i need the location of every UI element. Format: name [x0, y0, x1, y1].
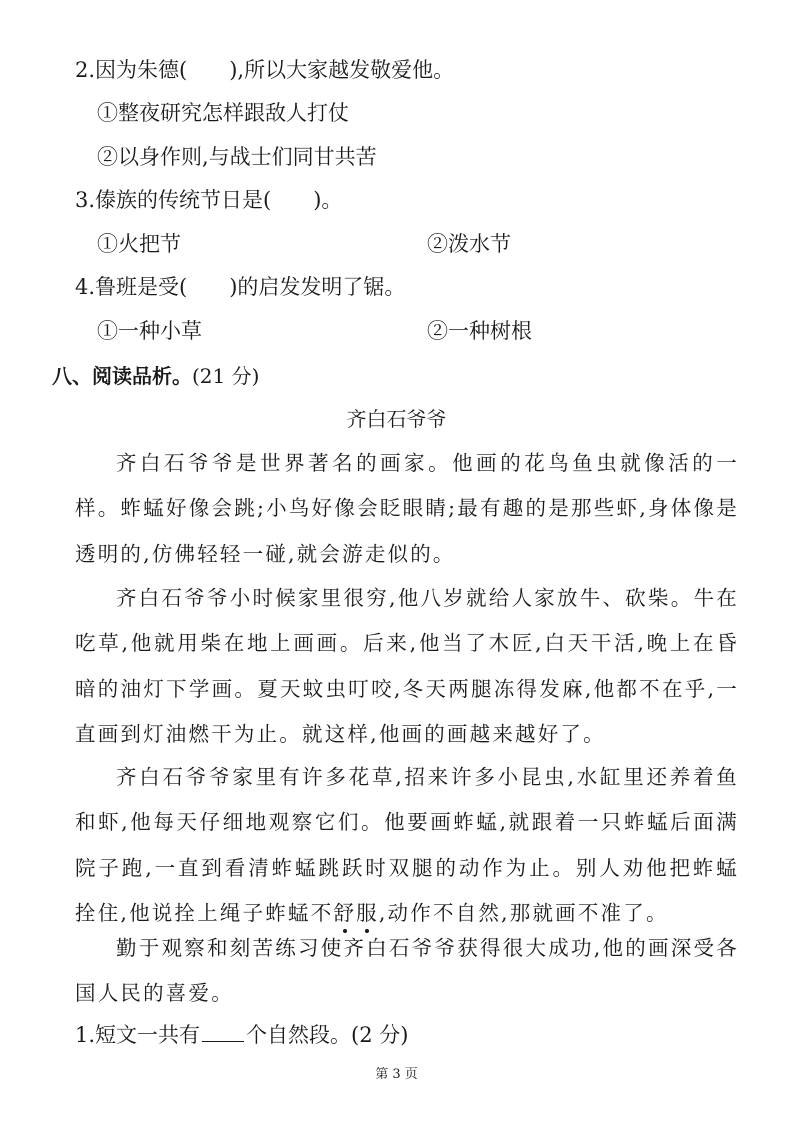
passage-paragraph-3-text-b: ,动作不自然,那就画不准了。: [378, 900, 669, 925]
page-number: 第 3 页: [375, 1067, 418, 1082]
question-3: 3.傣族的传统节日是( )。: [75, 188, 343, 212]
passage-title: 齐白石爷爷: [346, 407, 447, 431]
section-label: 八、阅读品析。: [52, 364, 192, 388]
passage-paragraph-4: 勤于观察和刻苦练习使齐白石爷爷获得很大成功,他的画深受各国人民的喜爱。: [75, 936, 739, 1006]
question-2-option-1: ①整夜研究怎样跟敌人打仗: [97, 101, 349, 125]
answer-blank[interactable]: [202, 1021, 244, 1042]
passage-paragraph-1: 齐白石爷爷是世界著名的画家。他画的花鸟鱼虫就像活的一样。蚱蜢好像会跳;小鸟好像会眨眼睛;最有趣的是那些虾,身体像是透明的,仿佛轻轻一碰,就会游走似的。: [75, 451, 739, 566]
question-4-option-1: ①一种小草: [97, 319, 202, 343]
section-points: (21 分): [192, 364, 260, 388]
passage-paragraph-3: [75, 755, 739, 936]
passage-paragraph-3-text-a: 齐白石爷爷家里有许多花草,招来许多小昆虫,水缸里还养着鱼和虾,他每天仔细地观察它们。他要画蚱蜢,就跟着一只蚱蜢后面满院子跑,一直到看清蚱蜢跳跃时双腿的动作为止。别人劝他把蚱蜢拴住,他说拴上绳子蚱蜢不: [75, 765, 739, 925]
question-4-option-2: ②一种树根: [427, 319, 532, 343]
question-1: [75, 1021, 408, 1049]
question-3-option-2: ②泼水节: [427, 232, 511, 256]
question-1-text-b: 个自然段。(2 分): [246, 1023, 409, 1047]
question-2-option-2: ②以身作则,与战士们同甘共苦: [97, 145, 377, 169]
question-2: 2.因为朱德( ),所以大家越发敬爱他。: [75, 58, 455, 82]
emphasis-char-2: 服: [356, 900, 379, 925]
section-heading: [52, 362, 259, 390]
question-4: 4.鲁班是受( )的启发发明了锯。: [75, 275, 406, 299]
emphasis-char-1: 舒: [333, 900, 357, 925]
passage-paragraph-2: 齐白石爷爷小时候家里很穷,他八岁就给人家放牛、砍柴。牛在吃草,他就用柴在地上画画。后来,他当了木匠,白天干活,晚上在昏暗的油灯下学画。夏天蚊虫叮咬,冬天两腿冻得发麻,他都不在乎,一直画到灯油燃干为止。就这样,他画的画越来越好了。: [75, 586, 739, 746]
question-1-text-a: 1.短文一共有: [75, 1023, 201, 1047]
question-3-option-1: ①火把节: [97, 232, 181, 256]
